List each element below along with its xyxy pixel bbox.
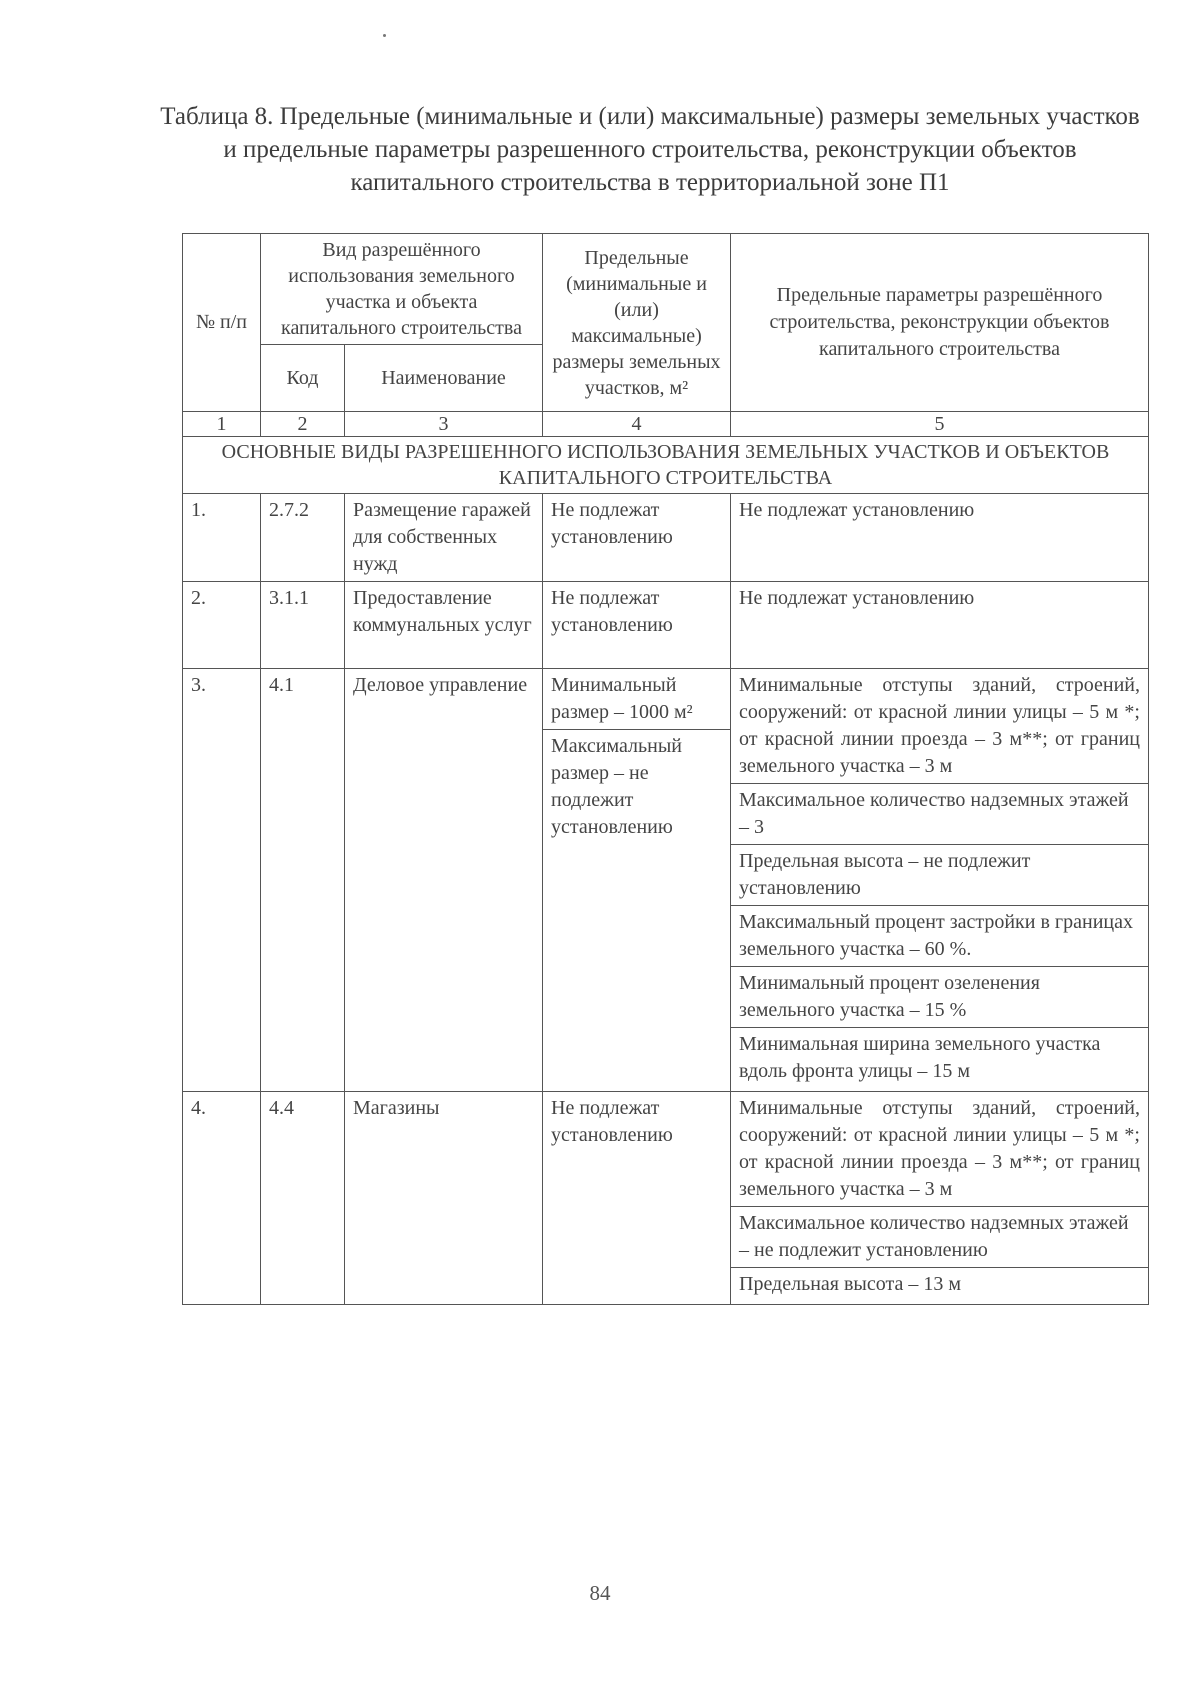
row-num: 1. xyxy=(183,494,261,582)
row-sizes: Не подлежат установлению xyxy=(543,494,731,582)
row-code: 4.1 xyxy=(261,669,345,1092)
table-title: Таблица 8. Предельные (минимальные и (или) максимальные) размеры земельных участков и предельные параметры разрешенного строительства, реконструкции объектов капитального строительства в территориальной зоне П1 xyxy=(160,103,1140,196)
section-title: ОСНОВНЫЕ ВИДЫ РАЗРЕШЕННОГО ИСПОЛЬЗОВАНИЯ ЗЕМЕЛЬНЫХ УЧАСТКОВ И ОБЪЕКТОВ КАПИТАЛЬНОГО СТРОИТЕЛЬСТВА xyxy=(183,437,1149,494)
section-row xyxy=(183,437,1149,494)
table-row xyxy=(183,669,1149,1092)
size-item: Максимальный размер – не подлежит установлению xyxy=(543,729,730,844)
row-sizes: Не подлежат установлению xyxy=(543,1092,731,1305)
table-row xyxy=(183,1092,1149,1305)
column-number: 2 xyxy=(261,412,345,437)
row-name: Предоставление коммунальных услуг xyxy=(345,582,543,669)
table-row xyxy=(183,494,1149,582)
row-params: Не подлежат установлению xyxy=(731,582,1149,669)
header-limit-params: Предельные параметры разрешённого строительства, реконструкции объектов капитального строительства xyxy=(731,234,1149,412)
header-name: Наименование xyxy=(345,345,543,412)
column-number: 5 xyxy=(731,412,1149,437)
row-num: 4. xyxy=(183,1092,261,1305)
param-item: Максимальное количество надземных этажей – 3 xyxy=(731,783,1148,844)
zone-parameters-table xyxy=(182,233,1149,1305)
param-item: Максимальное количество надземных этажей – не подлежит установлению xyxy=(731,1206,1148,1267)
size-item: Минимальный размер – 1000 м² xyxy=(551,674,693,723)
param-item: Максимальный процент застройки в границах земельного участка – 60 %. xyxy=(731,905,1148,966)
param-item: Минимальный процент озеленения земельного участка – 15 % xyxy=(731,966,1148,1027)
param-item: Минимальные отступы зданий, строений, сооружений: от красной линии улицы – 5 м *; от красной линии проезда – 3 м**; от границ земельного участка – 3 м xyxy=(739,1097,1140,1200)
row-num: 3. xyxy=(183,669,261,1092)
row-name: Деловое управление xyxy=(345,669,543,1092)
header-use-type: Вид разрешённого использования земельного участка и объекта капитального строительства xyxy=(261,234,543,345)
row-sizes-cell xyxy=(543,669,731,1092)
param-item: Предельная высота – 13 м xyxy=(731,1267,1148,1301)
row-sizes: Не подлежат установлению xyxy=(543,582,731,669)
row-code: 4.4 xyxy=(261,1092,345,1305)
param-item: Минимальная ширина земельного участка вдоль фронта улицы – 15 м xyxy=(731,1027,1148,1088)
header-limit-sizes: Предельные (минимальные и (или) максимальные) размеры земельных участков, м² xyxy=(543,234,731,412)
param-item: Предельная высота – не подлежит установлению xyxy=(731,844,1148,905)
row-code: 3.1.1 xyxy=(261,582,345,669)
header-code: Код xyxy=(261,345,345,412)
page-number: 84 xyxy=(589,1581,611,1605)
header-num: № п/п xyxy=(183,234,261,412)
column-numbers-row xyxy=(183,412,1149,437)
row-params-cell xyxy=(731,1092,1149,1305)
column-number: 3 xyxy=(345,412,543,437)
column-number: 4 xyxy=(543,412,731,437)
param-item: Минимальные отступы зданий, строений, сооружений: от красной линии улицы – 5 м *; от красной линии проезда – 3 м**; от границ земельного участка – 3 м xyxy=(739,674,1140,777)
scan-speck xyxy=(383,34,386,37)
table-row xyxy=(183,582,1149,669)
row-params-cell xyxy=(731,669,1149,1092)
row-params: Не подлежат установлению xyxy=(731,494,1149,582)
column-number: 1 xyxy=(183,412,261,437)
row-num: 2. xyxy=(183,582,261,669)
row-name: Размещение гаражей для собственных нужд xyxy=(345,494,543,582)
row-name: Магазины xyxy=(345,1092,543,1305)
row-code: 2.7.2 xyxy=(261,494,345,582)
